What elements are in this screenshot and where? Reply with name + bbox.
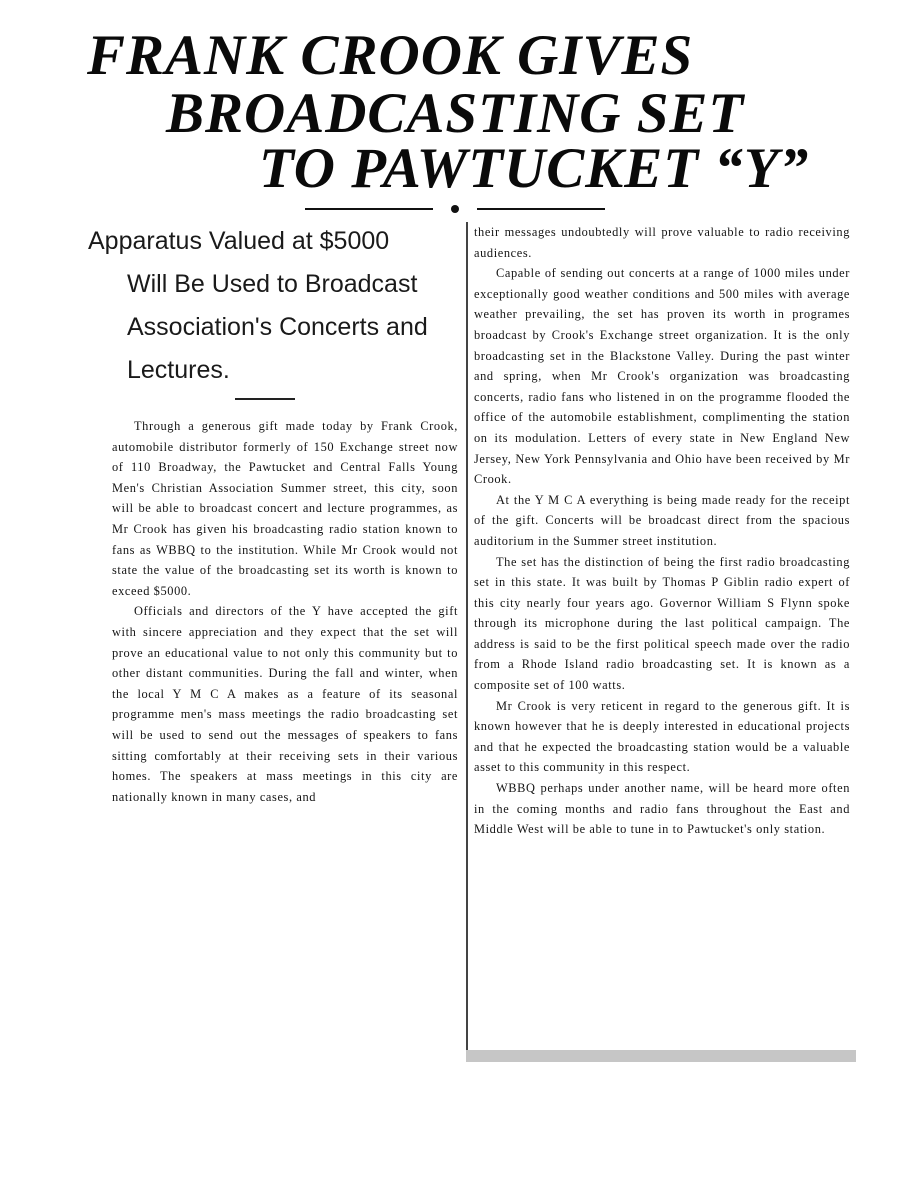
article-paragraph: Mr Crook is very reticent in regard to the generous gift. It is known however that he is deeply interested in educational projects and that he expected the broadcasting station would be a valuable asset to this community in this respect. — [474, 698, 850, 775]
article-left-column-text — [112, 416, 458, 807]
article-paragraph: WBBQ perhaps under another name, will be heard more often in the coming months and radio fans throughout the East and Middle West will be able to tune in to Pawtucket's only station. — [474, 781, 850, 837]
article-paragraph: At the Y M C A everything is being made ready for the receipt of the gift. Concerts will be broadcast direct from the spacious auditorium in the Summer street institution. — [474, 492, 850, 548]
article-right-column-text — [474, 222, 850, 840]
clipping-edge-bar — [466, 1050, 856, 1062]
subheadline-line-2: Will Be Used to Broadcast — [127, 270, 418, 298]
subheadline-rule — [235, 398, 295, 400]
subheadline-line-4: Lectures. — [127, 356, 230, 384]
article-paragraph: Through a generous gift made today by Frank Crook, automobile distributor formerly of 150 Exchange street now of 110 Broadway, the Pawtucket and Central Falls Young Men's Christian Association Summer street, this city, soon will be able to broadcast concert and lecture programmes, as Mr Crook has given his broadcasting radio station known to fans as WBBQ to the institution. While Mr Crook would not state the value of the broadcasting set its worth is known to exceed $5000. — [112, 419, 458, 598]
article-paragraph: Officials and directors of the Y have accepted the gift with sincere appreciation and they expect that the set will prove an educational value to not only this community but to other distant communities. During the fall and winter, when the local Y M C A makes as a feature of its seasonal programme men's mass meetings the radio broadcasting set will be used to send out the messages of speakers to fans sitting comfortably at their receiving sets in their various homes. The speakers at mass meetings in this city are nationally known in many cases, and — [112, 604, 458, 804]
headline-line-1: FRANK CROOK GIVES — [87, 24, 694, 87]
headline-line-2: BROADCASTING SET — [166, 82, 745, 145]
column-divider — [466, 222, 468, 1052]
article-paragraph: their messages undoubtedly will prove valuable to radio receiving audiences. — [474, 225, 850, 260]
subheadline-line-1: Apparatus Valued at $5000 — [88, 227, 390, 255]
headline-line-3: TO PAWTUCKET “Y” — [259, 137, 810, 200]
article-paragraph: Capable of sending out concerts at a range of 1000 miles under exceptionally good weather conditions and 500 miles with average weather prevailing, the set has proven its worth in programes broadcast by Crook's Exchange street organization. It is the only broadcasting set in the Blackstone Valley. During the past winter and spring, when Mr Crook's organization was broadcasting concerts, radio fans who listened in on the programme flooded the office of the automobile establishment, complimenting the station on its modulation. Letters of every state in New England New Jersey, New York Pennsylvania and Ohio have been received by Mr Crook. — [474, 266, 850, 487]
headline-divider — [305, 205, 605, 213]
divider-ornament — [451, 205, 459, 213]
subheadline — [88, 220, 468, 392]
article-paragraph: The set has the distinction of being the first radio broadcasting set in this state. It was built by Thomas P Giblin radio expert of this city nearly four years ago. Governor William S Flynn spoke through its microphone during the last political campaign. The address is said to be the first political speech made over the radio from a Rhode Island radio broadcasting set. It is known as a composite set of 100 watts. — [474, 554, 850, 693]
subheadline-line-3: Association's Concerts and — [127, 313, 428, 341]
